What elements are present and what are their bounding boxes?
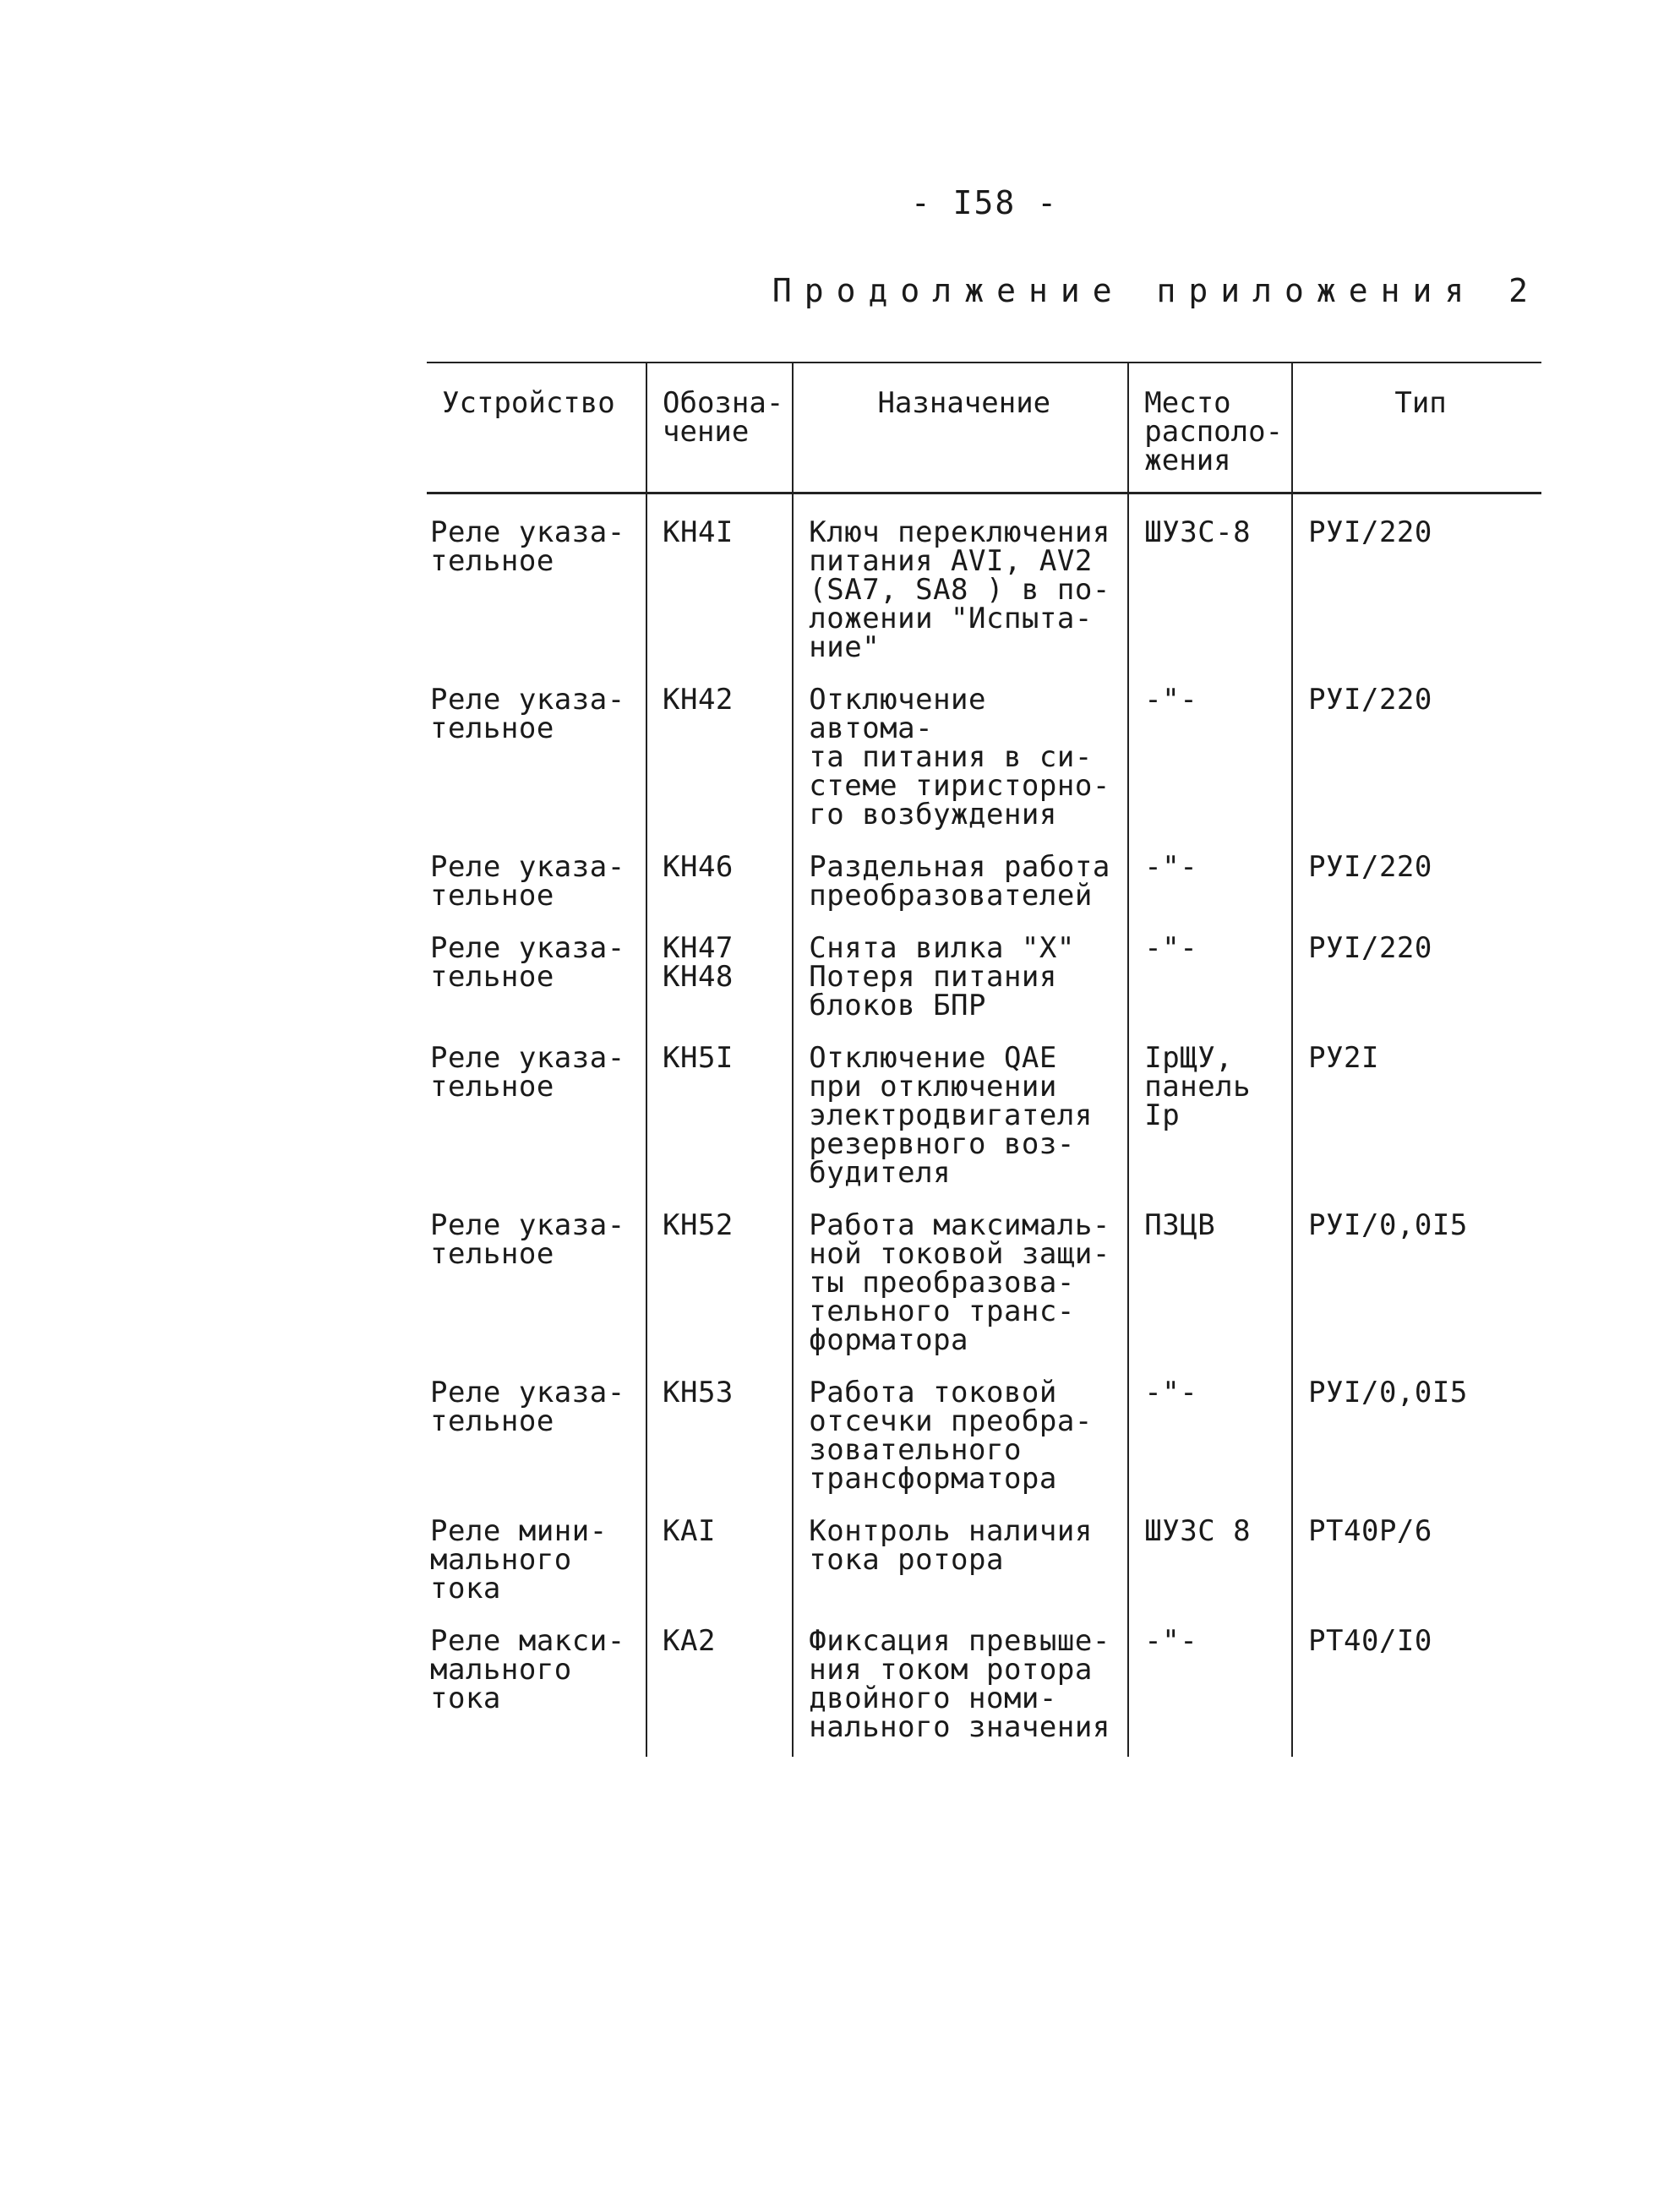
- header-place: Место располо- жения: [1128, 363, 1292, 493]
- cell-purpose: Отключение автома- та питания в си- стеме тиристорно- го возбуждения: [793, 677, 1128, 844]
- table-row: [427, 1370, 1541, 1508]
- cell-type: РУI/220: [1308, 931, 1432, 965]
- header-device: Устройство: [427, 363, 646, 493]
- cell-purpose: Работа токовой отсечки преобра- зовательного трансформатора: [793, 1370, 1128, 1508]
- cell-code: КН53: [646, 1370, 793, 1508]
- cell-code: КН46: [646, 844, 793, 925]
- appendix-table: [427, 362, 1541, 1757]
- cell-purpose: Снята вилка "Х" Потеря питания блоков БПР: [793, 925, 1128, 1035]
- table-row: [427, 677, 1541, 844]
- cell-code: КАI: [646, 1508, 793, 1618]
- cell-purpose: Контроль наличия тока ротора: [793, 1508, 1128, 1618]
- page-number: - I58 -: [910, 184, 1059, 221]
- continuation-heading: Продолжение приложения 2: [772, 272, 1541, 309]
- header-type: Тип: [1292, 363, 1541, 493]
- cell-place: -"-: [1128, 1370, 1292, 1508]
- cell-device: Реле указа- тельное: [427, 1202, 646, 1370]
- cell-purpose: Ключ переключения питания AVI, AV2 (SA7, SA8 ) в по- ложении "Испыта- ние": [793, 493, 1128, 678]
- cell-place: ПЗЦВ: [1128, 1202, 1292, 1370]
- table-body: [427, 493, 1541, 1758]
- cell-type: РУI/220: [1308, 850, 1432, 884]
- cell-code: КН5I: [646, 1035, 793, 1202]
- cell-code: КН52: [646, 1202, 793, 1370]
- header-row: [427, 363, 1541, 493]
- cell-type: РУI/220: [1308, 683, 1432, 717]
- appendix-table-container: [427, 362, 1541, 1757]
- table-row: [427, 493, 1541, 678]
- table-row: [427, 925, 1541, 1035]
- header-code: Обозна- чение: [646, 363, 793, 493]
- cell-place: -"-: [1128, 844, 1292, 925]
- cell-type: РУI/0,0I5: [1308, 1376, 1468, 1409]
- table-row: [427, 1618, 1541, 1757]
- cell-code: КН42: [646, 677, 793, 844]
- cell-device: Реле указа- тельное: [427, 1035, 646, 1202]
- cell-device: Реле указа- тельное: [427, 844, 646, 925]
- cell-purpose: Фиксация превыше- ния током ротора двойного номи- нального значения: [793, 1618, 1128, 1757]
- table-row: [427, 1035, 1541, 1202]
- cell-place: IрЩУ, панель Iр: [1128, 1035, 1292, 1202]
- cell-device: Реле мини- мального тока: [427, 1508, 646, 1618]
- cell-code: КН4I: [646, 493, 793, 678]
- cell-purpose: Работа максималь- ной токовой защи- ты преобразова- тельного транс- форматора: [793, 1202, 1128, 1370]
- cell-type: РУ2I: [1308, 1041, 1379, 1075]
- cell-device: Реле макси- мального тока: [427, 1618, 646, 1757]
- cell-purpose: Раздельная работа преобразователей: [793, 844, 1128, 925]
- header-purpose: Назначение: [793, 363, 1128, 493]
- cell-device: Реле указа- тельное: [427, 925, 646, 1035]
- cell-device: Реле указа- тельное: [427, 1370, 646, 1508]
- cell-place: ШУЗС-8: [1128, 493, 1292, 678]
- cell-code: КА2: [646, 1618, 793, 1757]
- cell-purpose: Отключение QAE при отключении электродвигателя резервного воз- будителя: [793, 1035, 1128, 1202]
- cell-device: Реле указа- тельное: [427, 677, 646, 844]
- table-header: [427, 363, 1541, 493]
- cell-place: -"-: [1128, 1618, 1292, 1757]
- table-row: [427, 844, 1541, 925]
- cell-place: -"-: [1128, 677, 1292, 844]
- table-row: [427, 1202, 1541, 1370]
- cell-type: РТ40Р/6: [1308, 1514, 1432, 1548]
- cell-type: РТ40/I0: [1308, 1624, 1432, 1658]
- cell-type: РУI/0,0I5: [1308, 1208, 1468, 1242]
- cell-place: -"-: [1128, 925, 1292, 1035]
- cell-code: КН47 КН48: [646, 925, 793, 1035]
- cell-device: Реле указа- тельное: [427, 493, 646, 678]
- table-row: [427, 1508, 1541, 1618]
- cell-place: ШУЗС 8: [1128, 1508, 1292, 1618]
- cell-type: РУI/220: [1308, 515, 1432, 549]
